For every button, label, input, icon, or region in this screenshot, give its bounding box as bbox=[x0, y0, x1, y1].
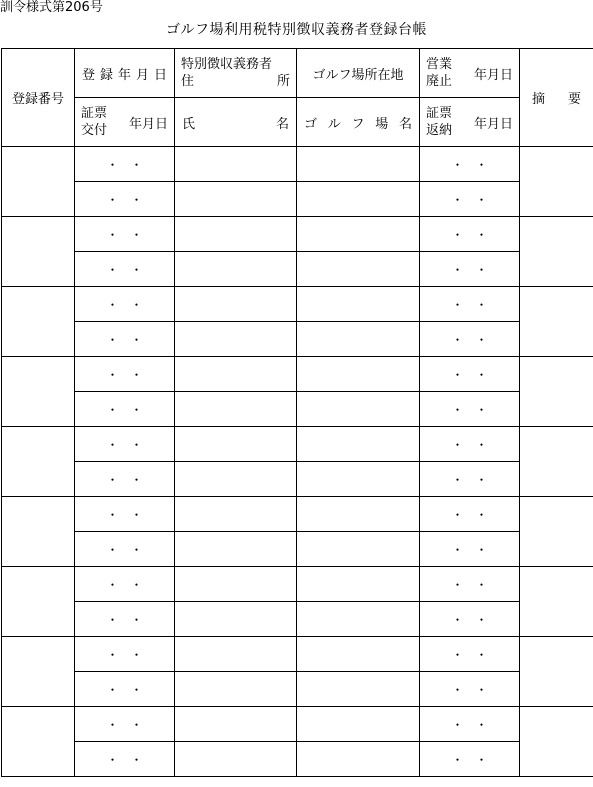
obligor-address-cell[interactable] bbox=[175, 497, 297, 532]
obligor-name-cell[interactable] bbox=[175, 742, 297, 777]
cert-issue-date-cell[interactable] bbox=[75, 182, 175, 217]
closure-date-cell[interactable] bbox=[420, 497, 520, 532]
page-title: ゴルフ場利用税特別徴収義務者登録台帳 bbox=[166, 22, 427, 38]
entry-row bbox=[2, 707, 593, 742]
cert-issue-label-1: 証票 bbox=[81, 106, 108, 121]
entry-row bbox=[2, 497, 593, 532]
reg-date-char-1: 登 bbox=[82, 67, 96, 83]
golf-name-header bbox=[297, 98, 420, 147]
golf-name-cell[interactable] bbox=[297, 672, 420, 707]
header-row-1 bbox=[2, 49, 593, 98]
cert-issue-date-cell[interactable] bbox=[75, 462, 175, 497]
reg-date-cell[interactable] bbox=[75, 427, 175, 462]
golf-name-char-4: 場 bbox=[375, 116, 389, 132]
date-separator-mark: ・ ・ bbox=[451, 542, 488, 557]
obligor-address-cell[interactable] bbox=[175, 427, 297, 462]
entry-row bbox=[2, 637, 593, 672]
remarks-cell[interactable] bbox=[520, 427, 593, 497]
date-separator-mark: ・ ・ bbox=[106, 682, 143, 697]
name-char-1: 氏 bbox=[182, 116, 196, 132]
date-separator-mark: ・ ・ bbox=[106, 192, 143, 207]
reg-no-cell[interactable] bbox=[2, 147, 75, 217]
cert-return-date-label: 年月日 bbox=[473, 116, 513, 132]
reg-no-header bbox=[2, 49, 75, 147]
date-separator-mark: ・ ・ bbox=[451, 752, 488, 767]
biz-date-label: 年月日 bbox=[473, 67, 513, 83]
date-separator-mark: ・ ・ bbox=[106, 577, 143, 592]
obligor-label: 特別徴収義務者 bbox=[181, 57, 273, 72]
date-separator-mark: ・ ・ bbox=[106, 647, 143, 662]
obligor-address-cell[interactable] bbox=[175, 147, 297, 182]
reg-date-cell[interactable] bbox=[75, 637, 175, 672]
golf-location-header bbox=[297, 49, 420, 98]
date-separator-mark: ・ ・ bbox=[451, 297, 488, 312]
date-separator-mark: ・ ・ bbox=[106, 437, 143, 452]
biz-closure-header bbox=[420, 49, 520, 98]
date-separator-mark: ・ ・ bbox=[106, 542, 143, 557]
cert-return-label-1: 証票 bbox=[426, 106, 453, 121]
obligor-name-cell[interactable] bbox=[175, 532, 297, 567]
golf-name-char-2: ル bbox=[327, 116, 341, 132]
date-separator-mark: ・ ・ bbox=[451, 612, 488, 627]
remarks-cell[interactable] bbox=[520, 497, 593, 567]
biz-label-1: 営業 bbox=[426, 57, 453, 72]
cert-return-date-cell[interactable] bbox=[420, 602, 520, 637]
entry-row bbox=[2, 322, 593, 357]
reg-date-cell[interactable] bbox=[75, 567, 175, 602]
date-separator-mark: ・ ・ bbox=[451, 682, 488, 697]
cert-return-date-cell[interactable] bbox=[420, 322, 520, 357]
golf-name-cell[interactable] bbox=[297, 462, 420, 497]
entry-row bbox=[2, 217, 593, 252]
name-header bbox=[175, 98, 297, 147]
cert-issue-date-cell[interactable] bbox=[75, 322, 175, 357]
name-char-2: 名 bbox=[275, 116, 289, 132]
obligor-address-cell[interactable] bbox=[175, 217, 297, 252]
reg-date-char-2: 録 bbox=[99, 67, 113, 83]
obligor-name-cell[interactable] bbox=[175, 462, 297, 497]
biz-label-2: 廃止 bbox=[426, 74, 453, 89]
entry-row bbox=[2, 462, 593, 497]
closure-date-cell[interactable] bbox=[420, 287, 520, 322]
date-separator-mark: ・ ・ bbox=[106, 612, 143, 627]
golf-location-cell[interactable] bbox=[297, 637, 420, 672]
date-separator-mark: ・ ・ bbox=[451, 157, 488, 172]
date-separator-mark: ・ ・ bbox=[451, 332, 488, 347]
cert-return-date-cell[interactable] bbox=[420, 392, 520, 427]
golf-location-cell[interactable] bbox=[297, 287, 420, 322]
golf-location-cell[interactable] bbox=[297, 217, 420, 252]
remarks-cell[interactable] bbox=[520, 147, 593, 217]
registration-ledger-table bbox=[1, 48, 593, 777]
golf-location-cell[interactable] bbox=[297, 357, 420, 392]
cert-return-date-cell[interactable] bbox=[420, 182, 520, 217]
cert-issue-date-cell[interactable] bbox=[75, 672, 175, 707]
date-separator-mark: ・ ・ bbox=[451, 647, 488, 662]
reg-date-cell[interactable] bbox=[75, 147, 175, 182]
date-separator-mark: ・ ・ bbox=[106, 752, 143, 767]
reg-date-cell[interactable] bbox=[75, 357, 175, 392]
cert-return-date-cell[interactable] bbox=[420, 532, 520, 567]
date-separator-mark: ・ ・ bbox=[106, 367, 143, 382]
remarks-char-2: 要 bbox=[567, 92, 581, 107]
golf-name-cell[interactable] bbox=[297, 252, 420, 287]
golf-name-cell[interactable] bbox=[297, 392, 420, 427]
golf-location-cell[interactable] bbox=[297, 567, 420, 602]
date-separator-mark: ・ ・ bbox=[106, 332, 143, 347]
reg-no-cell[interactable] bbox=[2, 567, 75, 637]
entry-row bbox=[2, 602, 593, 637]
entry-row bbox=[2, 357, 593, 392]
golf-location-cell[interactable] bbox=[297, 147, 420, 182]
golf-name-char-3: フ bbox=[351, 116, 365, 132]
reg-date-cell[interactable] bbox=[75, 497, 175, 532]
remarks-header bbox=[520, 49, 593, 147]
cert-issue-date-label: 年月日 bbox=[128, 116, 168, 132]
cert-issue-label-2: 交付 bbox=[81, 123, 108, 138]
date-separator-mark: ・ ・ bbox=[106, 472, 143, 487]
remarks-cell[interactable] bbox=[520, 567, 593, 637]
date-separator-mark: ・ ・ bbox=[451, 437, 488, 452]
entry-row bbox=[2, 532, 593, 567]
obligor-name-cell[interactable] bbox=[175, 392, 297, 427]
entry-row bbox=[2, 252, 593, 287]
obligor-name-cell[interactable] bbox=[175, 602, 297, 637]
cert-return-date-cell[interactable] bbox=[420, 672, 520, 707]
date-separator-mark: ・ ・ bbox=[106, 402, 143, 417]
cert-issue-date-cell[interactable] bbox=[75, 252, 175, 287]
date-separator-mark: ・ ・ bbox=[451, 262, 488, 277]
obligor-name-cell[interactable] bbox=[175, 252, 297, 287]
closure-date-cell[interactable] bbox=[420, 427, 520, 462]
date-separator-mark: ・ ・ bbox=[451, 367, 488, 382]
remarks-cell[interactable] bbox=[520, 637, 593, 707]
entry-row bbox=[2, 147, 593, 182]
reg-date-cell[interactable] bbox=[75, 287, 175, 322]
cert-issue-date-cell[interactable] bbox=[75, 742, 175, 777]
cert-return-header bbox=[420, 98, 520, 147]
address-char-1: 住 bbox=[181, 74, 195, 89]
reg-no-cell[interactable] bbox=[2, 287, 75, 357]
closure-date-cell[interactable] bbox=[420, 357, 520, 392]
date-separator-mark: ・ ・ bbox=[106, 157, 143, 172]
date-separator-mark: ・ ・ bbox=[451, 717, 488, 732]
obligor-address-cell[interactable] bbox=[175, 287, 297, 322]
date-separator-mark: ・ ・ bbox=[451, 577, 488, 592]
closure-date-cell[interactable] bbox=[420, 567, 520, 602]
reg-no-cell[interactable] bbox=[2, 357, 75, 427]
golf-name-cell[interactable] bbox=[297, 532, 420, 567]
reg-date-cell[interactable] bbox=[75, 707, 175, 742]
obligor-name-cell[interactable] bbox=[175, 322, 297, 357]
golf-name-cell[interactable] bbox=[297, 182, 420, 217]
date-separator-mark: ・ ・ bbox=[106, 507, 143, 522]
cert-return-label-2: 返納 bbox=[426, 123, 453, 138]
cert-issue-date-cell[interactable] bbox=[75, 532, 175, 567]
reg-no-cell[interactable] bbox=[2, 217, 75, 287]
date-separator-mark: ・ ・ bbox=[106, 297, 143, 312]
golf-name-cell[interactable] bbox=[297, 742, 420, 777]
golf-name-char-1: ゴ bbox=[304, 116, 318, 132]
date-separator-mark: ・ ・ bbox=[451, 472, 488, 487]
obligor-address-cell[interactable] bbox=[175, 567, 297, 602]
date-separator-mark: ・ ・ bbox=[106, 262, 143, 277]
date-separator-mark: ・ ・ bbox=[451, 402, 488, 417]
date-separator-mark: ・ ・ bbox=[106, 717, 143, 732]
remarks-cell[interactable] bbox=[520, 357, 593, 427]
remarks-cell[interactable] bbox=[520, 217, 593, 287]
closure-date-cell[interactable] bbox=[420, 217, 520, 252]
remarks-char-1: 摘 bbox=[532, 92, 546, 107]
cert-issue-date-cell[interactable] bbox=[75, 602, 175, 637]
cert-return-date-cell[interactable] bbox=[420, 742, 520, 777]
entry-row bbox=[2, 392, 593, 427]
obligor-address-header bbox=[175, 49, 297, 98]
obligor-address-cell[interactable] bbox=[175, 707, 297, 742]
reg-no-cell[interactable] bbox=[2, 637, 75, 707]
reg-no-cell[interactable] bbox=[2, 427, 75, 497]
golf-name-cell[interactable] bbox=[297, 602, 420, 637]
obligor-name-cell[interactable] bbox=[175, 182, 297, 217]
golf-location-cell[interactable] bbox=[297, 707, 420, 742]
golf-name-char-5: 名 bbox=[398, 116, 412, 132]
closure-date-cell[interactable] bbox=[420, 707, 520, 742]
date-separator-mark: ・ ・ bbox=[451, 192, 488, 207]
golf-location-label: ゴルフ場所在地 bbox=[312, 67, 404, 83]
header-row-2 bbox=[2, 98, 593, 147]
golf-location-cell[interactable] bbox=[297, 427, 420, 462]
entry-row bbox=[2, 742, 593, 777]
golf-location-cell[interactable] bbox=[297, 497, 420, 532]
reg-date-char-4: 月 bbox=[135, 67, 149, 83]
reg-date-char-3: 年 bbox=[117, 67, 131, 83]
reg-no-label: 登録番号 bbox=[11, 92, 64, 107]
reg-date-char-5: 日 bbox=[153, 67, 167, 83]
cert-return-date-cell[interactable] bbox=[420, 252, 520, 287]
golf-name-cell[interactable] bbox=[297, 322, 420, 357]
obligor-name-cell[interactable] bbox=[175, 672, 297, 707]
reg-date-cell[interactable] bbox=[75, 217, 175, 252]
entry-row bbox=[2, 672, 593, 707]
cert-return-date-cell[interactable] bbox=[420, 462, 520, 497]
remarks-cell[interactable] bbox=[520, 707, 593, 777]
remarks-cell[interactable] bbox=[520, 287, 593, 357]
reg-date-header bbox=[75, 49, 175, 98]
closure-date-cell[interactable] bbox=[420, 147, 520, 182]
obligor-address-cell[interactable] bbox=[175, 637, 297, 672]
cert-issue-date-cell[interactable] bbox=[75, 392, 175, 427]
form-code: 訓令様式第206号 bbox=[0, 0, 103, 15]
date-separator-mark: ・ ・ bbox=[451, 507, 488, 522]
reg-no-cell[interactable] bbox=[2, 497, 75, 567]
date-separator-mark: ・ ・ bbox=[451, 227, 488, 242]
address-char-2: 所 bbox=[276, 74, 290, 89]
entry-row bbox=[2, 567, 593, 602]
entry-row bbox=[2, 427, 593, 462]
date-separator-mark: ・ ・ bbox=[106, 227, 143, 242]
reg-no-cell[interactable] bbox=[2, 707, 75, 777]
entry-row bbox=[2, 287, 593, 322]
closure-date-cell[interactable] bbox=[420, 637, 520, 672]
cert-issue-header bbox=[75, 98, 175, 147]
obligor-address-cell[interactable] bbox=[175, 357, 297, 392]
entry-row bbox=[2, 182, 593, 217]
